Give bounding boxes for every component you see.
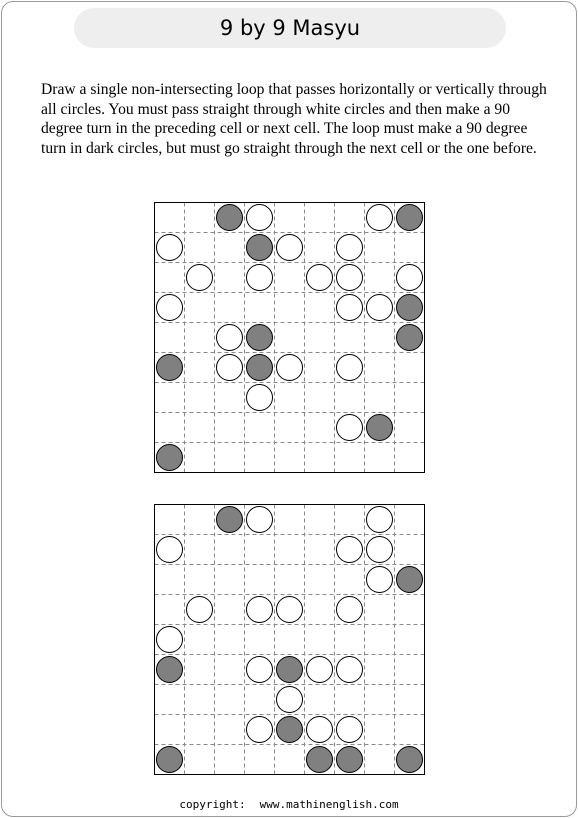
white-circle [277, 597, 303, 623]
white-circle [187, 597, 213, 623]
white-circle [367, 295, 393, 321]
white-circle [247, 597, 273, 623]
dark-circle [247, 355, 273, 381]
white-circle [247, 717, 273, 743]
masyu-puzzle-1 [154, 202, 426, 473]
white-circle [277, 355, 303, 381]
white-circle [187, 265, 213, 291]
white-circle [247, 265, 273, 291]
dark-circle [397, 325, 423, 351]
white-circle [337, 657, 363, 683]
dark-circle [157, 747, 183, 773]
white-circle [157, 537, 183, 563]
dark-circle [217, 205, 243, 231]
white-circle [337, 597, 363, 623]
dark-circle [157, 657, 183, 683]
dark-circle [277, 657, 303, 683]
white-circle [277, 687, 303, 713]
title-banner [74, 8, 506, 48]
white-circle [277, 235, 303, 261]
white-circle [337, 295, 363, 321]
white-circle [247, 657, 273, 683]
dark-circle [367, 415, 393, 441]
dark-circle [397, 205, 423, 231]
white-circle [247, 205, 273, 231]
white-circle [307, 717, 333, 743]
dark-circle [397, 567, 423, 593]
white-circle [367, 205, 393, 231]
copyright-site: www.mathinenglish.com [259, 798, 399, 811]
white-circle [157, 235, 183, 261]
dark-circle [307, 747, 333, 773]
dark-circle [337, 747, 363, 773]
dark-circle [247, 325, 273, 351]
dark-circle [247, 235, 273, 261]
copyright-label: copyright: [179, 798, 246, 811]
instructions-text: Draw a single non-intersecting loop that passes horizontally or vertically through all circles. You must pass straight through white circles and then make a 90 degree turn in the preceding cell or next cell. The loop must make a 90 degree turn in dark circles, but must go straight through the next cell or the one before. [41, 81, 547, 157]
dark-circle [157, 355, 183, 381]
white-circle [367, 567, 393, 593]
white-circle [307, 265, 333, 291]
dark-circle [217, 507, 243, 533]
masyu-puzzle-2 [154, 504, 426, 775]
copyright-footer [0, 798, 578, 811]
dark-circle [157, 445, 183, 471]
dark-circle [397, 295, 423, 321]
white-circle [337, 717, 363, 743]
white-circle [337, 415, 363, 441]
white-circle [337, 355, 363, 381]
white-circle [217, 325, 243, 351]
white-circle [397, 265, 423, 291]
white-circle [307, 657, 333, 683]
dark-circle [397, 747, 423, 773]
white-circle [157, 627, 183, 653]
page-title: 9 by 9 Masyu [219, 16, 361, 40]
white-circle [217, 355, 243, 381]
white-circle [157, 295, 183, 321]
white-circle [367, 537, 393, 563]
white-circle [337, 265, 363, 291]
dark-circle [277, 717, 303, 743]
white-circle [247, 507, 273, 533]
white-circle [337, 537, 363, 563]
white-circle [367, 507, 393, 533]
white-circle [247, 385, 273, 411]
white-circle [337, 235, 363, 261]
